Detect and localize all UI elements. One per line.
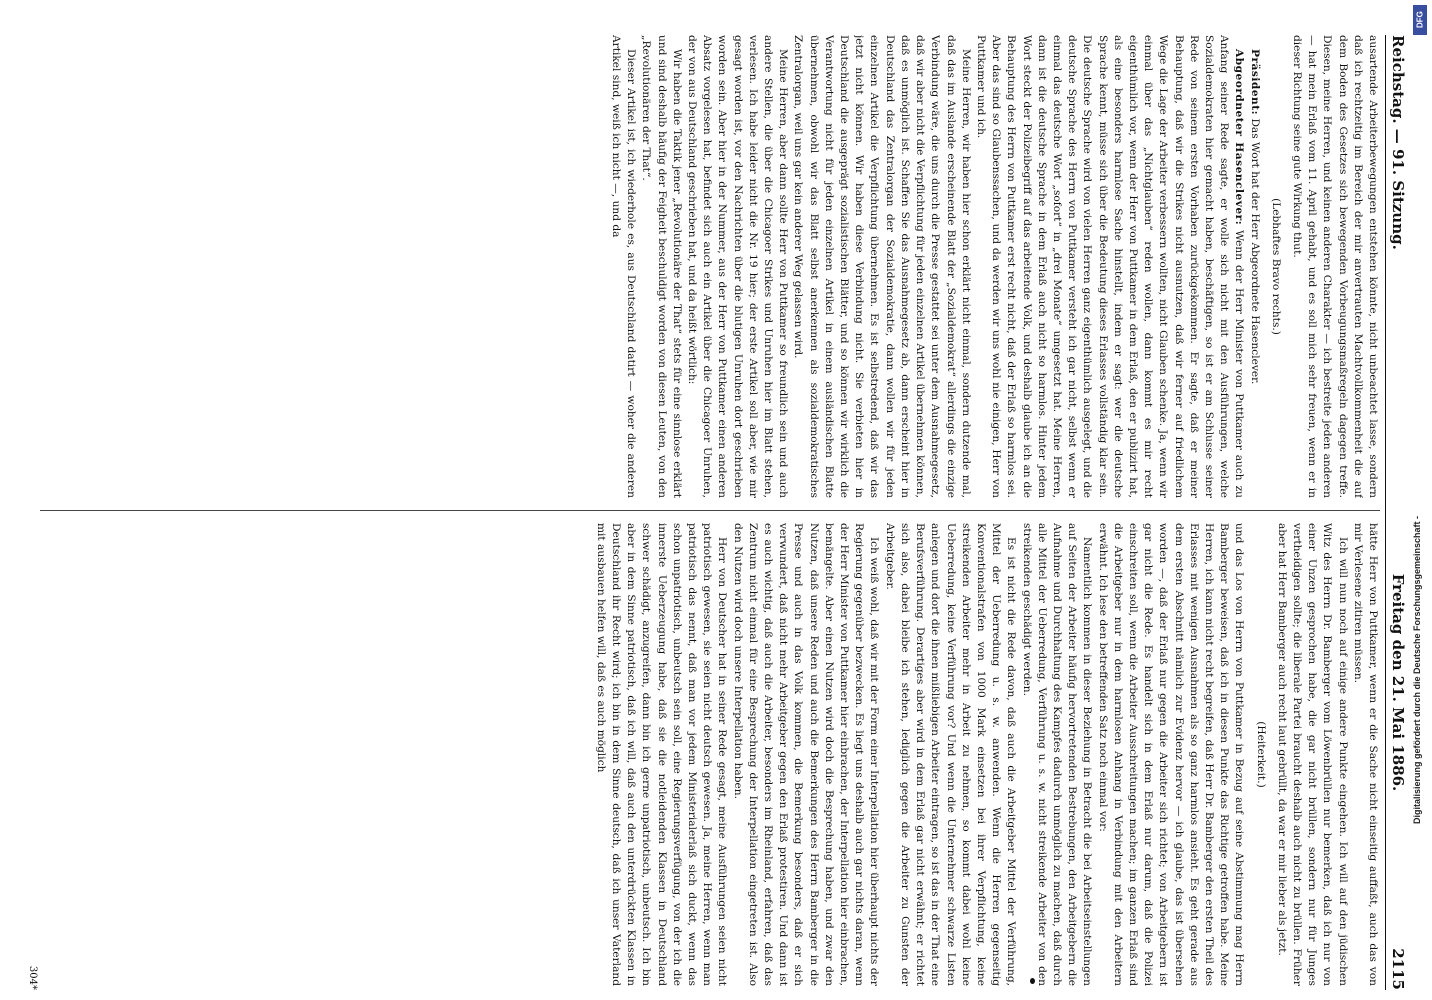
speaker-name: Präsident: [1248, 49, 1261, 116]
stage-direction: (Heiterkeit.) [1254, 721, 1267, 788]
paragraph [973, 35, 1247, 498]
paragraph: Ich will nun noch auf einige andere Punkte eingehen. Ich will auf den jüdischen Witz des Herrn Dr. Bamberger vom Löwenbrüllen nur bemerken, daß ich nur von einer Unzen gesprochen habe, die gar nicht brüllen, sondern nur für Junges vertheidigen sollte; die liberale Partei braucht deshalb auch nicht zu brüllen. Früher aber hat Herr Bamberger auch recht laut gebrüllt, da war er mir lieber als jetzt. [1275, 523, 1349, 986]
paragraph: Ich weiß wohl, daß wir mit der Form einer Interpellation hier überhaupt nichts der Regierung gegenüber bezwecken. Es liegt uns deshalb auch gar nichts daran, wenn der Herr Minister von Puttkamer hier einbrachen, der Interpellation hier einbrachen, bemängelte. Aber einen Nutzen wird doch die Besprechung haben, und zwar den Nutzen, daß unsere Reden und auch die Bemerkungen des Herrn Bamberger in die Presse und auch in das Volk kommen, die Bemerkung besonders, daß er sich verwundert, daß nicht mehr Arbeitgeber gegen den Erlaß protestiren. Und dann ist es auch wichtig, daß auch die Arbeiter, besonders im Rheinland, erfahren, daß das Zentrum nicht einmal für eine Besprechung der Interpellation eingetreten ist. Also den Nutzen wird doch unsere Interpellation haben. [731, 523, 881, 986]
text-column-left [40, 35, 1380, 498]
dfg-notice: Digitalisierung gefördert durch die Deutsche Forschungsgemeinschaft - [1412, 515, 1422, 825]
speaker-name: Abgeordneter Hasenclever: [1233, 49, 1246, 226]
scan-speck [1030, 978, 1035, 984]
paragraph: ausartende Arbeiterbewegungen entstehen könnte, nicht unbeachtet lasse, sondern daß ich rechtzeitig im Bereich der mir anvertrauten Machtvollkommenheit die auf dem Boden des Gesetzes sich bewegenden Vorbeugungsmaßregeln dagegen treffe. Diesen, meine Herren, und keinen anderen Charakter — ich bestreite jeden anderen — hat mein Erlaß vom 11. April gehabt, und es soll mich sehr freuen, wenn er in dieser Richtung seine gute Wirkung thut. [1290, 35, 1379, 498]
dfg-sidebar [1405, 340, 1429, 1000]
dfg-logo-icon: DFG [1413, 5, 1427, 35]
text-column-right [40, 523, 1380, 986]
speaker-text: Das Wort hat der Herr Abgeordnete Hasenclever. [1248, 118, 1261, 385]
paragraph: Dieser Artikel ist, ich wiederhole es, aus Deutschland datirt — woher die anderen Artikel sind, weiß ich nicht —, und da [610, 35, 638, 498]
paragraph: Meine Herren, aber dann sollte Herr von Puttkamer so freundlich sein und auch andere Stellen, die über die Chicagoer Strikes und Unruhen hier im Blatt stehen, verlesen. Ich habe leider nicht die Nr. 19 hier; der erste Artikel soll aber, wie mir gesagt worden ist, vor den Nachrichten über die blutigen Unruhen dort geschrieben worden sein. Aber hier in der Nummer, aus der Herr von Puttkamer einen anderen Absatz vorgelesen hat, befindet sich auch ein Artikel über die Chicagoer Unruhen, der von aus Deutschland geschrieben hat, und da heißt wörtlich: [686, 35, 790, 498]
quotation: Wir haben die Taktik jener „Revolutionäre der That“ stets für eine sinnlose erklärt und sind deshalb häufig der Feigheit beschuldigt worden von diesen Leuten, von den „Revolutionären der That“. [640, 35, 683, 498]
page-number: 2115 [1389, 948, 1407, 990]
paragraph: Herr von Deutscher hat in seiner Rede gesagt, meine Ausführungen seien nicht patriotisch gewesen, sie seien nicht deutsch gewesen. Ja, meine Herren, wenn man patriotisch das nennt, daß man vor jedem Ministerialerlaß sich duckt, wenn das schon unpatriotisch, unbeutsch sein soll, eine Regierungsverfügung, von der ich die innerste Ueberzeugung habe, daß sie die notleidenden Klassen in Deutschland schwer schädigt, anzugreifen, dann bin ich gerne unpatriotisch, unbeutsch. Ich bin aber in dem Sinne patriotisch, daß ich will, daß auch den unterdrückten Klassen in Deutschland ihr Recht wird; ich bin in dem Sinne deutsch, daß ich unser Vaterland mit ausbauen helfen will, daß es auch möglich [594, 523, 729, 986]
paragraph: und das Los von Herrn von Puttkamer in Bezug auf seine Abstimmung mag Herrn Bamberger beweisen, daß ich in diesen Punkte das Richtige getroffen habe. Meine Herren, ich kann nicht recht begreifen, daß Herr Dr. Bamberger den ersten Theil des Erlasses mit wenigen Ausnahmen als so ganz harmlos ansieht. Es geht gerade aus dem ersten Abschnitt nämlich zur Evidenz hervor — ich glaube, das ist übersehen worden —, daß der Erlaß nur gegen die Arbeiter sich richtet; von Arbeitgebern ist gar nicht die Rede. Es handelt sich in dem Erlaß nur darum, daß die Polizei einschreiten soll, wenn die Arbeiter Ausschreitungen machen; im ganzen Erlaß sind die Arbeitgeber nur in dem harmlosen Anhang in Verbindung mit den Arbeitern erwähnt. Ich lese den betreffenden Satz noch einmal vor: [1096, 523, 1246, 986]
speaker-text: Wenn der Herr Minister von Puttkamer auch zu Anfang seiner Rede sagte, er wolle sich nicht mit den Ausführungen, welche Sozialdemokraten hier gemacht haben, beschäftigen, so ist er am Schlusse seiner Rede von seinem ersten Vorhaben zurückgekommen. Er sagte, daß er meiner Behauptung, daß wir die Strikes nicht ausnutzen, daß wir ferner auf friedlichem Wege die Lage der Arbeiter verbessern wollten, nicht Glauben schenke. Ja, wenn wir einmal über das „Nichtglauben“ reden wollen, dann kommt es mir recht eigenthümlich vor, wenn der Herr von Puttkamer in dem Erlaß, den er publizirt hat, als eine besonders harmlose Sache hinstellt, indem er sagt: wer die deutsche Sprache kennt, müsse sich über die Bedeutung dieses Erlasses vollständig klar sein. Die deutsche Sprache wird von vielen Herren ganz eigenthümlich ausgelegt, und die deutsche Sprache des Herrn von Puttkamer versteht ich gar nicht, selbst wenn er einmal das deutsche Wort „sofort“ in „drei Monate“ umgesetzt hat. Meine Herren, dann ist die deutsche Sprache in dem Erlaß auch nicht so harmlos. Hinter jedem Wort steckt der Polizeibegriff auf das arbeitende Volk, und deshalb glaube ich an die Behauptung des Herrn von Puttkamer erst recht nicht, daß der Erlaß so harmlos sei. Aber das sind so Glaubenssachen, und da werden wir uns wohl nie einigen, Herr von Puttkamer und ich. [974, 35, 1246, 498]
paragraph: hätte Herr von Puttkamer, wenn er die Sache nicht einseitig auffaßt, auch das von mir Verlesene zitiren müssen. [1351, 523, 1379, 986]
stage-direction: (Lebhaftes Bravo rechts.) [1269, 198, 1282, 335]
running-head-session: Reichstag. — 91. Sitzung. [1389, 35, 1407, 250]
column-divider [40, 510, 1380, 511]
paragraph [1246, 35, 1261, 498]
quotation: Namentlich kommen in dieser Beziehung in Betracht die bei Arbeitseinstellungen auf Seiten der Arbeiter häufig hervortretenden Bestrebungen, den Arbeitgebern die Aufnahme und Durchhaltung des Kampfes dadurch unmöglich zu machen, daß durch alle Mittel der Ueberredung, Verführung u. s. w. nicht streikende Arbeiter von den streikenden geschädigt werden. [1020, 523, 1094, 986]
running-head-date: Freitag den 21. Mai 1886. [1389, 573, 1407, 792]
paragraph: Meine Herren, wir haben hier schon erklärt nicht einmal, sondern dutzende mal, daß das im Auslande erscheinende Blatt der „Sozialdemokrat“ allerdings die einzige Verbindung wäre, die uns durch die Presse gestattet sei unter dem Ausnahmegesetz, daß wir aber nicht die Verpflichtung für jeden einzelnen Artikel übernehmen können, daß es unmöglich ist. Schaffen Sie das Ausnahmegesetz ab, dann erscheint hier in Deutschland das Zentralorgan der Sozialdemokratie, dann wollen wir für jeden einzelnen Artikel die Verpflichtung übernehmen. Es ist selbstredend, daß wir das jetzt nicht können. Wir haben diese Verbindung nicht. Sie verbieten hier in Deutschland die ausgeprägt sozialistischen Blätter, und so können wir wirklich die Verantwortung nicht für jeden einzelnen Artikel in einem ausländischen Blatte übernehmen, obwohl wir das Blatt selbst anerkennen als sozialdemokratisches Zentralorgan, weil uns gar kein anderer Weg gelassen wird. [792, 35, 972, 498]
sheet-signature: 304* [27, 965, 38, 990]
rotated-newspaper-page [22, 35, 1410, 990]
paragraph: Es ist nicht die Rede davon, daß auch die Arbeitgeber Mittel der Verführung, Mittel der Ueberredung u. s. w. anwenden. Wenn die Herren gegenseitig Konventionalstrafen von 1000 Mark einsetzen bei ihrer Verpflichtung, keine streikenden Arbeiter mehr in Arbeit zu nehmen, so kommt dabei wohl keine Ueberredung, keine Verführung vor? Und wenn die Unternehmer schwarze Listen anlegen und dort die ihnen mißliebigen Arbeiter eintragen, so ist das in der That eine Berufsverführung. Derartiges aber wird in dem Erlaß gar nicht erwähnt; er richtet sich also, dabei bleibe ich stehen, lediglich gegen die Arbeiter zu Gunsten der Arbeitgeber. [883, 523, 1018, 986]
